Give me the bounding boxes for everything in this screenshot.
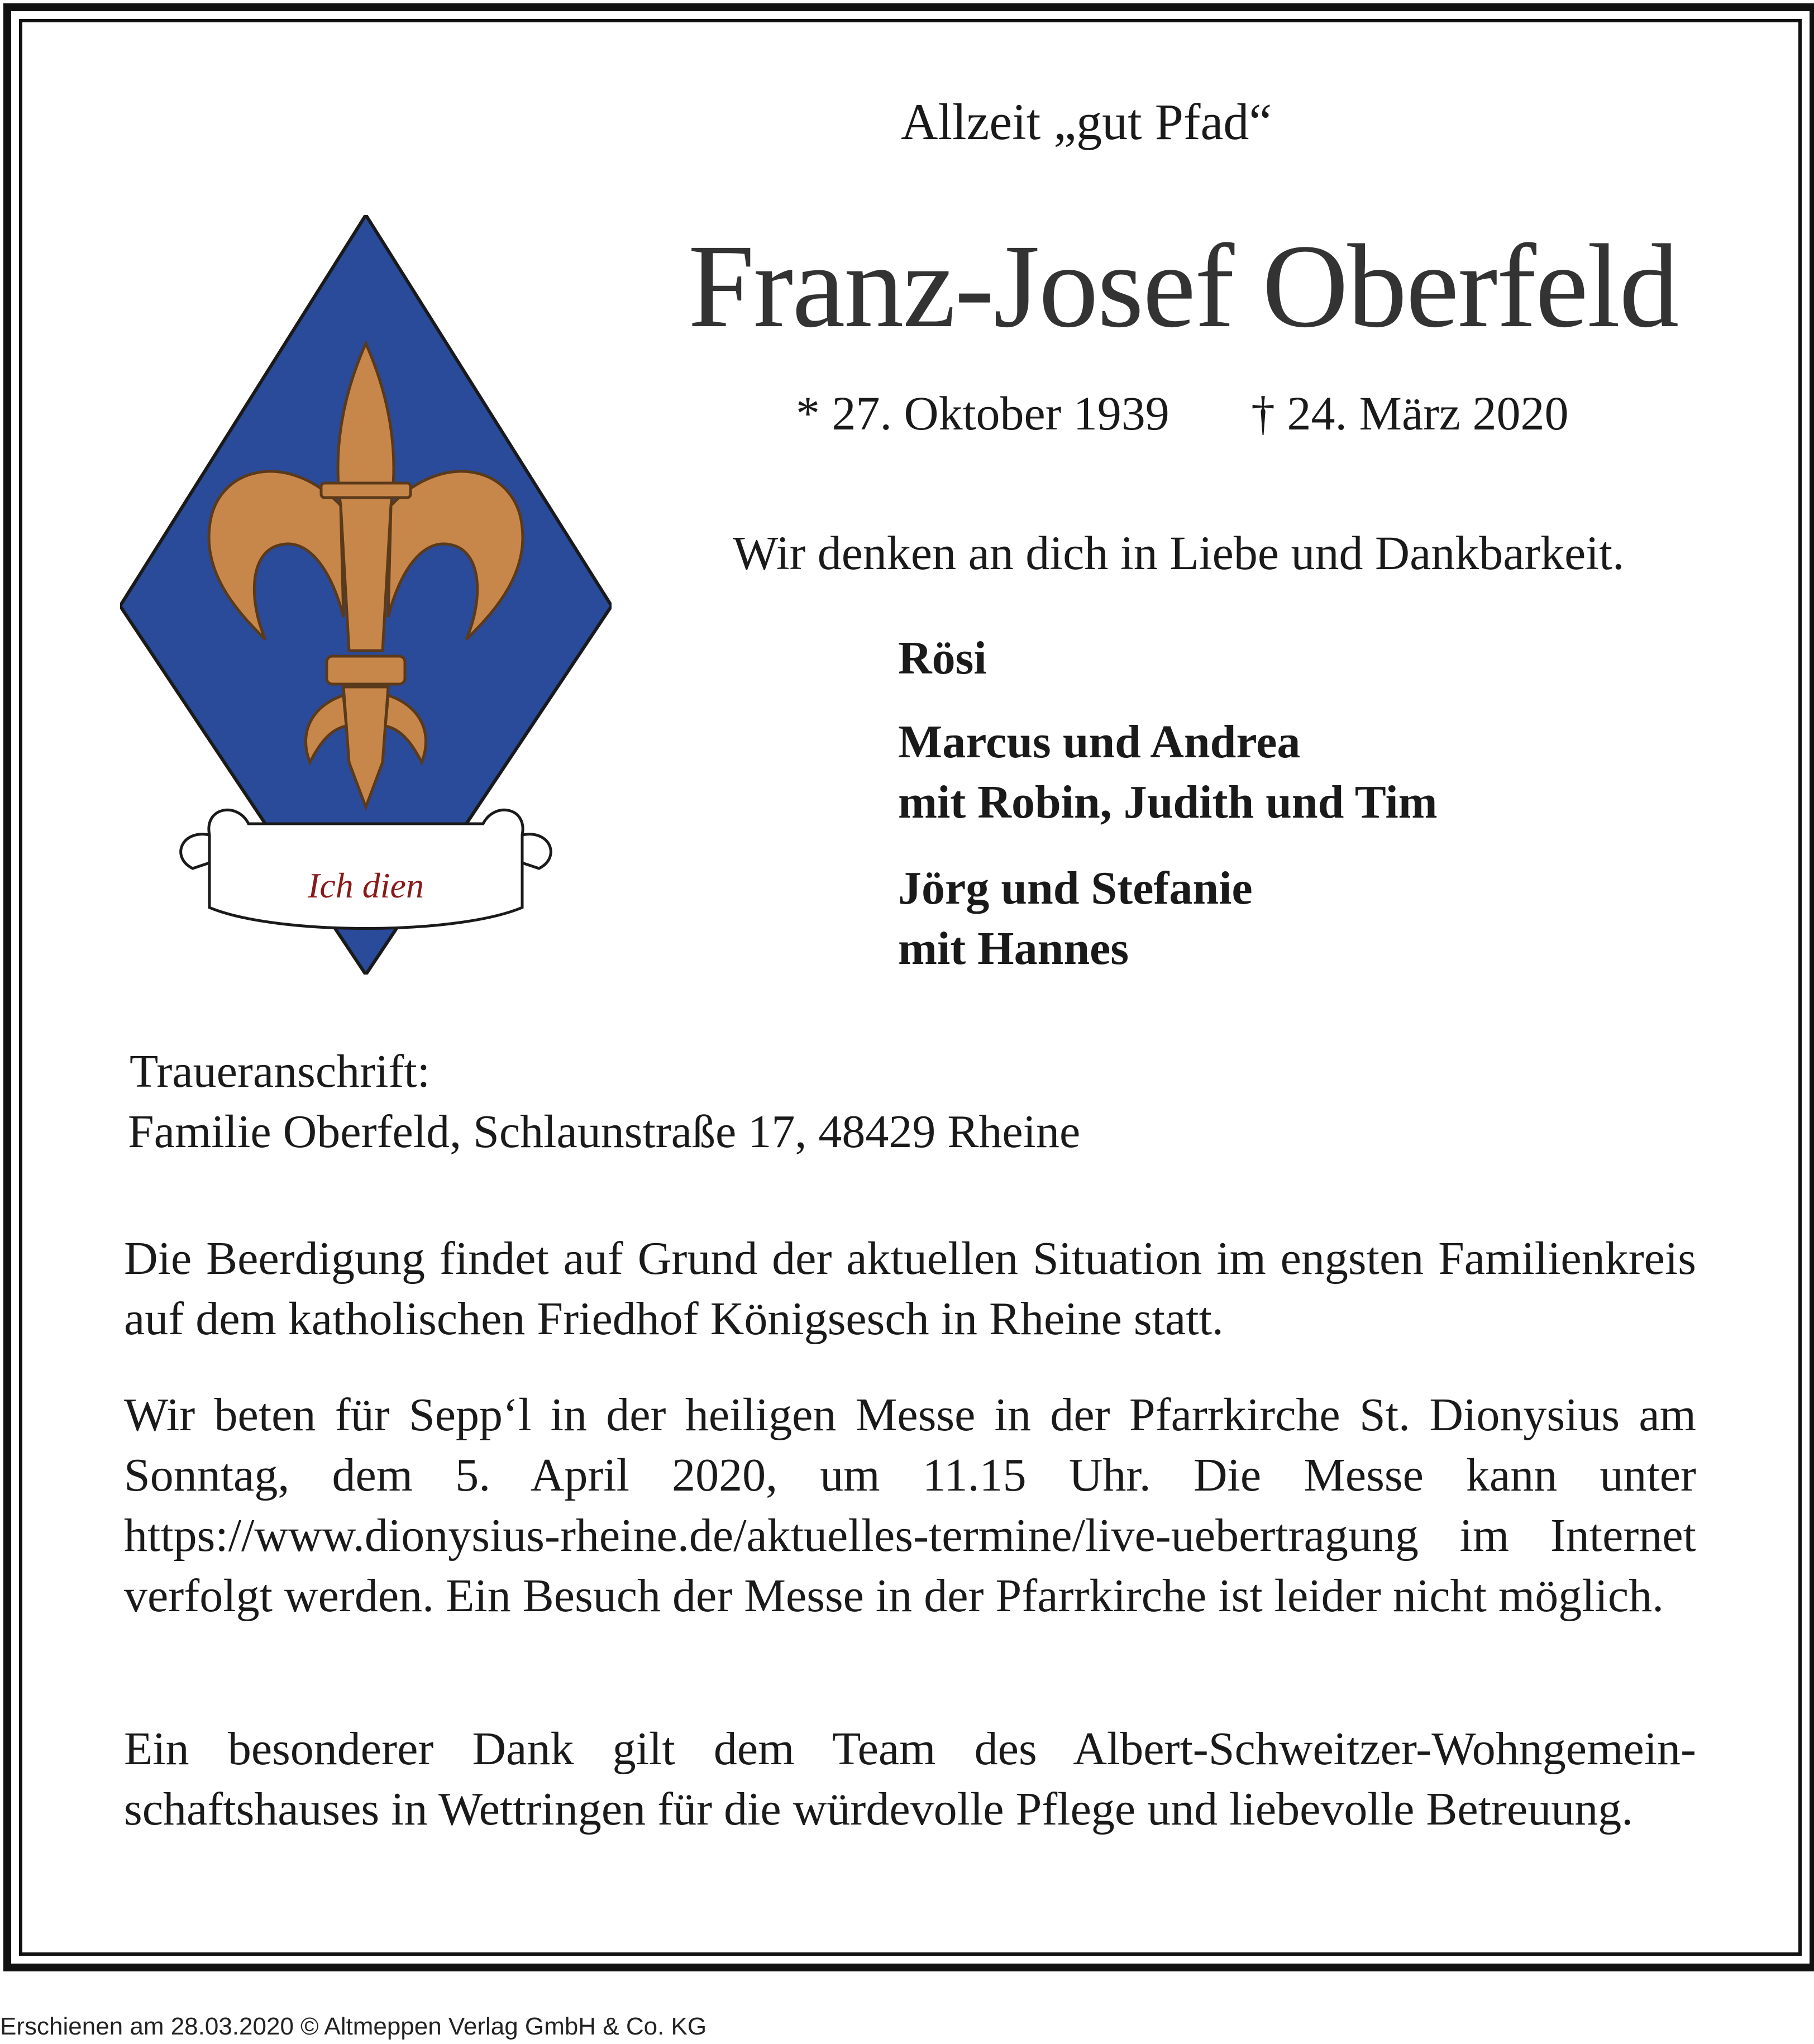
birth-date: * 27. Oktober 1939 (796, 386, 1169, 440)
funeral-paragraph: Die Beerdigung findet auf Grund der aktuellen Situation im engsten Familienkreis auf dem katholischen Friedhof Königsesch in Rheine statt. (124, 1233, 1696, 1345)
mourning-address: Familie Oberfeld, Schlaunstraße 17, 48429 Rheine (128, 1106, 1081, 1158)
family-member: Marcus und Andrea (898, 716, 1301, 768)
motto: Allzeit „gut Pfad“ (901, 93, 1272, 150)
death-date: † 24. März 2020 (1251, 386, 1569, 440)
mass-paragraph: Wir beten für Sepp‘l in der heiligen Messe in der Pfarrkirche St. Dionysius am Sonntag, dem 5. April 2020, um 11.15 Uhr. Die Messe kann unter https://www.dionysius-rheine.de/aktuelles-termine/live-uebertragung im Internet verfolgt werden. Ein Besuch der Messe in der Pfarrkirche ist leider nicht möglich. (124, 1389, 1696, 1622)
family-member: Rösi (898, 632, 987, 684)
scout-emblem (120, 215, 612, 975)
emblem-banner (181, 810, 551, 928)
address-label: Traueranschrift: (130, 1045, 431, 1097)
svg-text:Ich dien: Ich dien (308, 866, 424, 905)
publication-footer: Erschienen am 28.03.2020 © Altmeppen Verlag GmbH & Co. KG (0, 2013, 707, 2040)
family-member: mit Hannes (898, 923, 1129, 975)
thanks-paragraph: Ein besonderer Dank gilt dem Team des Albert-Schweitzer-Wohngemein-schaftshauses in Wettringen für die würdevolle Pflege und liebevolle Betreuung. (124, 1723, 1696, 1835)
remembrance-line: Wir denken an dich in Liebe und Dankbarkeit. (733, 526, 1625, 580)
family-member: Jörg und Stefanie (898, 862, 1253, 914)
deceased-name: Franz-Josef Oberfeld (688, 220, 1678, 352)
family-member: mit Robin, Judith und Tim (898, 776, 1438, 828)
